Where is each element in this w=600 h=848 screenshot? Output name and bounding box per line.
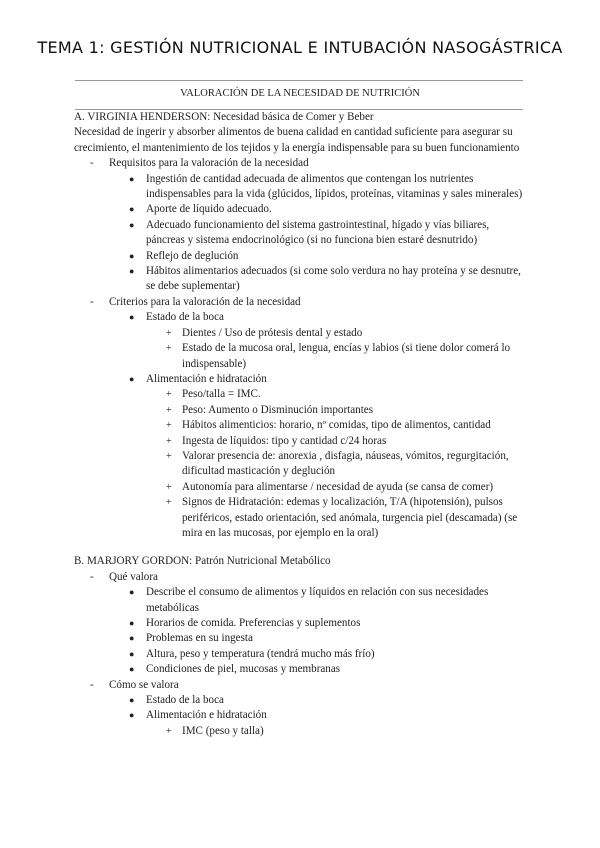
list-item xyxy=(74,218,526,249)
list-item xyxy=(74,341,526,372)
document-title: TEMA 1: GESTIÓN NUTRICIONAL E INTUBACIÓN NASOGÁSTRICA xyxy=(37,38,563,57)
list-item xyxy=(74,647,526,662)
item-text: Necesidad de ingerir y absorber alimentos de buena calidad en cantidad suficiente para asegurar su crecimiento, el mantenimiento de los tejidos y la energía indispensable para su buen funcionamiento xyxy=(74,126,520,154)
item-text: IMC (peso y talla) xyxy=(182,724,264,737)
list-item xyxy=(74,631,526,646)
list-item xyxy=(74,172,526,203)
item-text: Qué valora xyxy=(109,570,158,583)
list-item xyxy=(74,678,526,693)
plus-marker-icon: + xyxy=(166,450,172,462)
item-text: Estado de la boca xyxy=(146,694,224,707)
item-text: Dientes / Uso de prótesis dental y estado xyxy=(182,326,363,339)
dash-marker-icon: - xyxy=(90,570,94,583)
bullet-icon: ● xyxy=(129,219,135,230)
bullet-icon: ● xyxy=(129,664,135,675)
bullet-icon: ● xyxy=(129,710,135,721)
item-text: Adecuado funcionamiento del sistema gastrointestinal, hígado y vías biliares, páncreas y sistema endocrinológico (si no funciona bien estaré desnutrido) xyxy=(146,218,490,247)
list-item xyxy=(74,570,526,585)
item-text: Autonomía para alimentarse / necesidad de ayuda (se cansa de comer) xyxy=(182,480,494,493)
document-body xyxy=(74,110,526,739)
item-text: Problemas en su ingesta xyxy=(146,632,253,645)
bullet-icon: ● xyxy=(129,695,135,706)
item-text: Cómo se valora xyxy=(109,678,179,691)
list-item xyxy=(74,156,526,171)
list-item xyxy=(74,372,526,387)
bullet-icon: ● xyxy=(129,204,135,215)
item-text: Alimentación e hidratación xyxy=(146,709,267,722)
item-text: Alimentación e hidratación xyxy=(146,372,267,385)
bullet-icon: ● xyxy=(129,250,135,261)
item-text: Condiciones de piel, mucosas y membranas xyxy=(146,663,341,676)
list-item xyxy=(74,449,526,480)
plus-marker-icon: + xyxy=(166,435,172,447)
item-text: A. VIRGINIA HENDERSON: Necesidad básica de Comer y Beber xyxy=(74,111,374,123)
bullet-icon: ● xyxy=(129,312,135,323)
plus-marker-icon: + xyxy=(166,497,172,509)
dash-marker-icon: - xyxy=(90,295,94,308)
item-text: Requisitos para la valoración de la necesidad xyxy=(109,157,309,170)
list-item xyxy=(74,616,526,631)
plus-marker-icon: + xyxy=(166,725,172,737)
list-item xyxy=(74,295,526,310)
paragraph xyxy=(74,110,526,125)
bullet-icon: ● xyxy=(129,648,135,659)
plus-marker-icon: + xyxy=(166,389,172,401)
item-text: B. MARJORY GORDON: Patrón Nutricional Metabólico xyxy=(74,555,331,568)
item-text: Aporte de líquido adecuado. xyxy=(146,203,272,216)
item-text: Peso/talla = IMC. xyxy=(182,388,261,401)
item-text: Estado de la boca xyxy=(146,311,224,324)
bullet-icon: ● xyxy=(129,618,135,628)
item-text: Signos de Hidratación: edemas y localización, T/A (hipotensión), pulsos periféricos, estado orientación, sed anómala, turgencia piel (descamada) (se mira en las mucosas, por ejemplo en la oral) xyxy=(182,496,518,539)
plus-marker-icon: + xyxy=(166,404,172,416)
plus-marker-icon: + xyxy=(166,343,172,355)
paragraph xyxy=(74,554,526,569)
list-item xyxy=(74,418,526,433)
item-text: Valorar presencia de: anorexia , disfagia, náuseas, vómitos, regurgitación, dificultad masticación y deglución xyxy=(182,449,509,478)
dash-marker-icon: - xyxy=(90,157,94,170)
item-text: Altura, peso y temperatura (tendrá mucho más frío) xyxy=(146,647,375,660)
plus-marker-icon: + xyxy=(166,420,172,432)
bullet-icon: ● xyxy=(129,633,135,644)
item-text: Hábitos alimenticios: horario, nº comidas, tipo de alimentos, cantidad xyxy=(182,419,491,432)
list-item xyxy=(74,387,526,402)
list-item xyxy=(74,480,526,495)
bullet-icon: ● xyxy=(129,266,135,277)
list-item xyxy=(74,249,526,264)
list-item xyxy=(74,310,526,325)
bullet-icon: ● xyxy=(129,173,135,184)
item-text: Hábitos alimentarios adecuados (si come solo verdura no hay proteína y se desnutre, se debe suplementar) xyxy=(146,265,521,293)
item-text: Criterios para la valoración de la necesidad xyxy=(109,295,301,308)
list-item xyxy=(74,708,526,723)
plus-marker-icon: + xyxy=(166,481,172,493)
plus-marker-icon: + xyxy=(166,327,172,339)
item-text: Ingesta de líquidos: tipo y cantidad c/24 horas xyxy=(182,434,387,447)
list-item xyxy=(74,662,526,677)
list-item xyxy=(74,693,526,708)
item-text: Horarios de comida. Preferencias y suplementos xyxy=(146,617,361,629)
divider-top xyxy=(75,80,523,81)
dash-marker-icon: - xyxy=(90,678,94,691)
item-text: Ingestión de cantidad adecuada de alimentos que contengan los nutrientes indispensables para la vida (glúcidos, lípidos, proteínas, vitaminas y sales minerales) xyxy=(146,172,523,201)
section-heading: VALORACIÓN DE LA NECESIDAD DE NUTRICIÓN xyxy=(180,88,420,99)
bullet-icon: ● xyxy=(129,373,135,384)
item-text: Peso: Aumento o Disminución importantes xyxy=(182,403,374,416)
list-item xyxy=(74,724,526,739)
list-item xyxy=(74,403,526,418)
list-item xyxy=(74,202,526,217)
list-item xyxy=(74,495,526,541)
spacer xyxy=(74,541,526,554)
list-item xyxy=(74,585,526,616)
bullet-icon: ● xyxy=(129,587,135,598)
list-item xyxy=(74,326,526,341)
item-text: Describe el consumo de alimentos y líquidos en relación con sus necesidades metabólicas xyxy=(146,586,489,614)
item-text: Reflejo de deglución xyxy=(146,249,239,262)
item-text: Estado de la mucosa oral, lengua, encías y labios (si tiene dolor comerá lo indispensable) xyxy=(182,342,511,370)
list-item xyxy=(74,434,526,449)
paragraph xyxy=(74,125,526,156)
list-item xyxy=(74,264,526,295)
